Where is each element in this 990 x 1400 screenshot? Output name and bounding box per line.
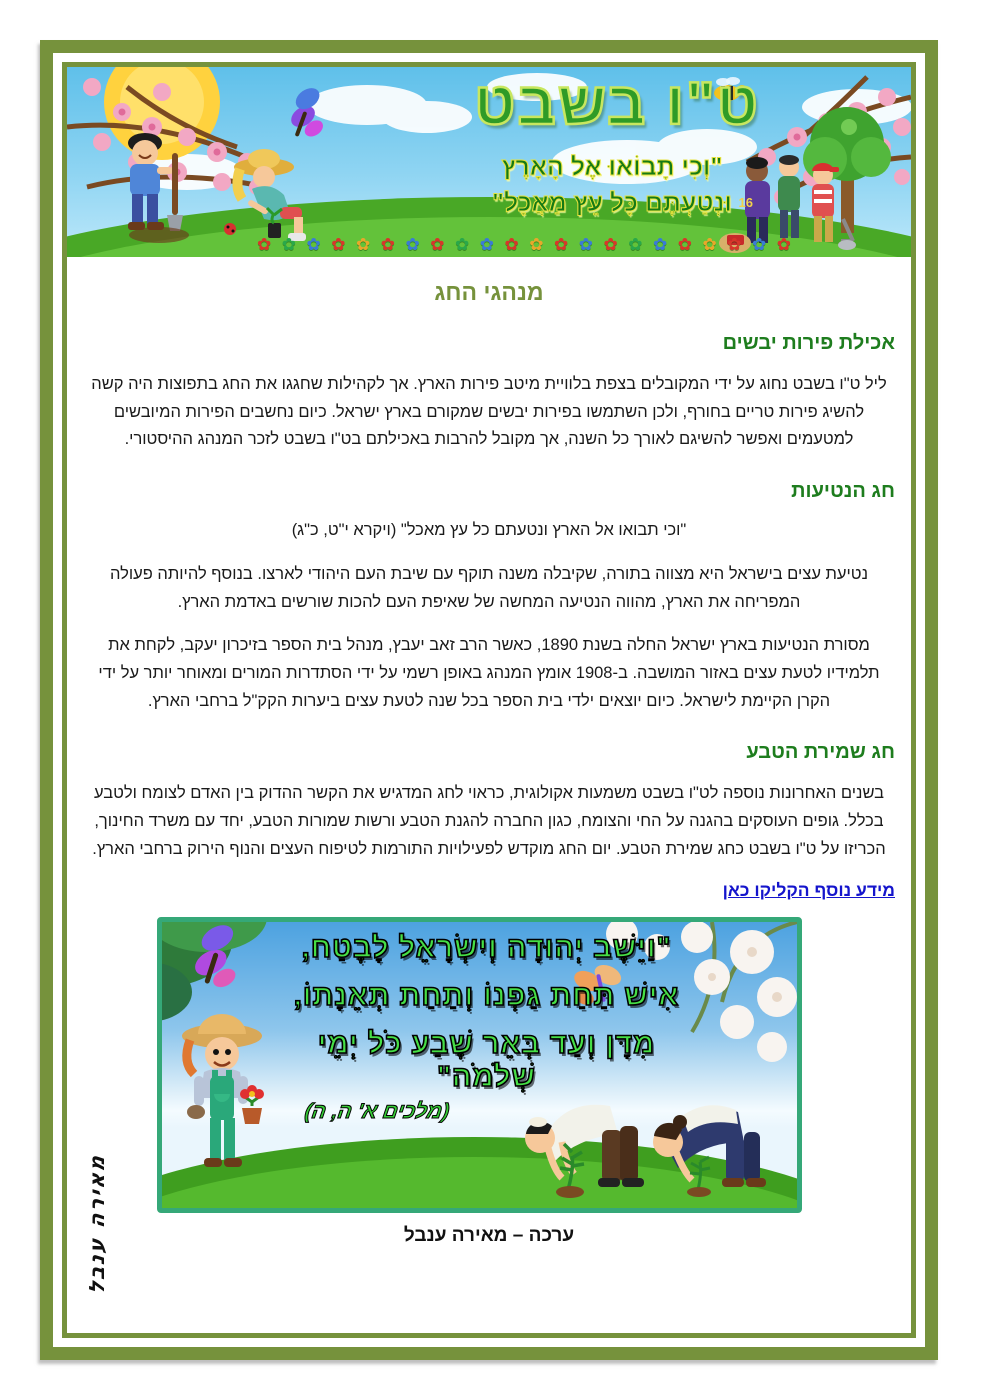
banner-verse-line2: וּנְטַעְתֶּם כָּל עֵץ מַאֲכָל" (492, 189, 732, 217)
page-border-inner (62, 62, 916, 1338)
flower-icon: ✿ (752, 235, 767, 254)
flower-row-icon (257, 236, 791, 253)
flower-icon: ✿ (380, 235, 395, 254)
flower-icon: ✿ (257, 235, 272, 254)
flower-icon: ✿ (554, 235, 569, 254)
farmer-icon (182, 1014, 264, 1167)
section-heading-dried-fruits: אכילת פירות יבשים (722, 332, 895, 354)
flower-icon: ✿ (653, 235, 668, 254)
flower-icon: ✿ (603, 235, 618, 254)
poster-quote-line1: "וַיֵּשֶׁב יְהוּדָה וְיִשְׂרָאֵל לָבֶטַח, (301, 931, 672, 964)
poster-quote-source: (מלכים א' ה, ה) (302, 1099, 451, 1123)
flower-icon: ✿ (331, 235, 346, 254)
banner-verse-line1: "וְכִי תָבוֹאוּ אֶל הָאָרֶץ (501, 153, 723, 181)
flower-icon: ✿ (702, 235, 717, 254)
flower-icon: ✿ (628, 235, 643, 254)
paragraph: בשנים האחרונות נוספה לט"ו בשבט משמעות אקולוגית, כראוי לחג המדגיש את הקשר ההדוק בין האדם לצומח ולטבע בכלל. גופים העוסקים בהגנה על החי והצומח, כגון החברה להגנת הטבע ורשות שמורות הטבע, יחד עם משרד החינוך, הכריזו על ט"ו בשבט כחג שמירת הטבע. יום החג מוקדש לפעילויות התורמות לטיפוח העצים והנוף הירוק ברחבי הארץ. (92, 784, 886, 858)
section-nature (67, 741, 911, 863)
flower-pot-icon (240, 1085, 264, 1124)
flower-icon: ✿ (455, 235, 470, 254)
page-border-outer (40, 40, 938, 1360)
flower-icon: ✿ (727, 235, 742, 254)
signature-vertical: מאירה ענבל (85, 1152, 109, 1296)
paragraph: מסורת הנטיעות בארץ ישראל החלה בשנת 1890, כאשר הרב זאב יעבץ, מנהל בית הספר בזיכרון יעקב, לקחת את תלמידיו לטעת עצים באזור המושבה. ב-1908 אומץ המנהג באופן רשמי על ידי הסתדרות המורים ומאוחר יותר על ידי הקרן הקיימת לישראל. כיום יוצאים ילדי בית הספר בכל שנה לטעת עצים ביערות הקק"ל ברחבי הארץ. (98, 636, 880, 710)
flower-icon: ✿ (405, 235, 420, 254)
link-row (67, 880, 911, 901)
section-heading-planting: חג הנטיעות (791, 480, 895, 503)
poster-image (157, 917, 802, 1213)
poster-quote-line3: מִדָּן וְעַד בְּאֵר שֶׁבַע כֹּל יְמֵי שְׁלֹמֹה" (317, 1027, 656, 1093)
more-info-link[interactable]: מידע נוסף הקליקו כאן (722, 879, 895, 900)
section-planting (67, 480, 911, 715)
flower-icon: ✿ (479, 235, 494, 254)
poster-quote-line2: אִישׁ תַּחַת גַּפְנוֹ וְתַחַת תְּאֵנָתוֹ, (293, 979, 680, 1012)
page-title: מנהגי החג (434, 279, 544, 305)
flower-icon: ✿ (677, 235, 692, 254)
flower-icon: ✿ (776, 235, 791, 254)
credit-line: ערכה – מאירה ענבל (403, 1224, 575, 1246)
flower-icon: ✿ (306, 235, 321, 254)
section-heading-nature: חג שמירת הטבע (746, 741, 895, 764)
banner-title: ט"ו בשבט (474, 70, 760, 137)
flower-icon: ✿ (504, 235, 519, 254)
flower-icon: ✿ (529, 235, 544, 254)
svg-text:16: 16 (738, 195, 753, 210)
banner-image (67, 67, 911, 257)
paragraph: נטיעת עצים בישראל היא מצווה בתורה, שקיבלה משנה תוקף עם שיבת העם היהודי לארצו. בנוסף להיותה פעולה המפריחה את הארץ, מהווה הנטיעה המחשה של שאיפת העם להכות שורשים באדמת הארץ. (110, 564, 868, 611)
torah-quote: "וכי תבואו אל הארץ ונטעתם כל עץ מאכל" (ויקרא י"ט, כ"ג) (291, 521, 687, 540)
section-dried-fruits (67, 332, 911, 454)
flower-icon: ✿ (578, 235, 593, 254)
flower-icon: ✿ (430, 235, 445, 254)
paragraph: ליל ט"ו בשבט נחוג על ידי המקובלים בצפת בלוויית מיטב פירות הארץ. אך לקהילות שחגגו את החג בתפוצות היה קשה להשיג פירות טריים בחורף, ולכן השתמשו בפירות יבשים שמקורם בארץ ישראל. כיום נחשבים הפירות המיובשים למטעמים ואפשר להשיגם לאורך כל השנה, אך מקובל להרבות באכילתם בט"ו בשבט לזכר המנהג ההיסטורי. (91, 375, 887, 449)
flower-icon: ✿ (356, 235, 371, 254)
page-content (67, 67, 911, 1333)
flower-icon: ✿ (281, 235, 296, 254)
